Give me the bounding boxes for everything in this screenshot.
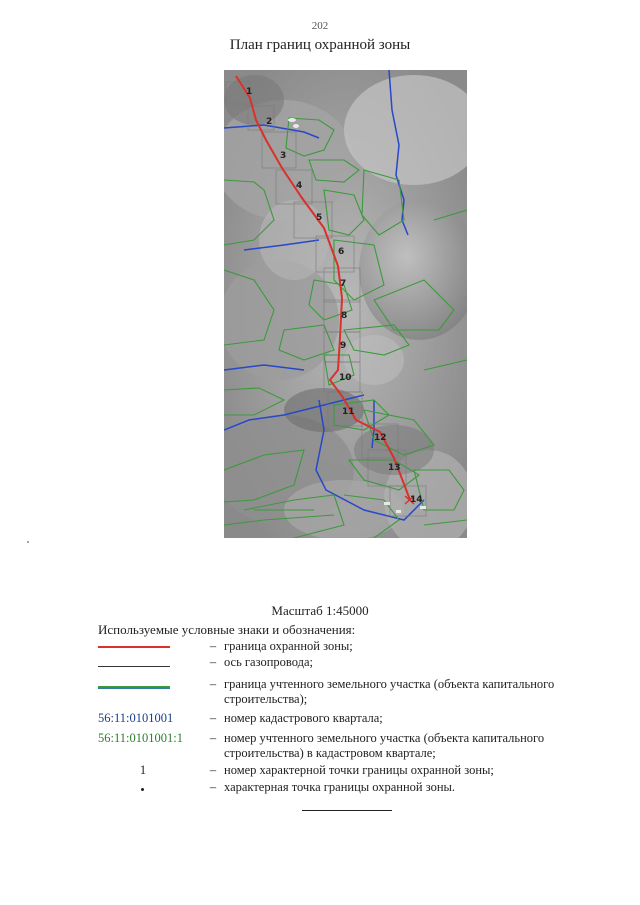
point-label: 10 bbox=[339, 373, 352, 383]
legend-dash: – bbox=[209, 639, 217, 653]
dot-symbol bbox=[141, 788, 144, 791]
legend-dash: – bbox=[209, 655, 217, 669]
legend-heading: Используемые условные знаки и обозначения: bbox=[98, 622, 356, 637]
legend-symbol bbox=[98, 655, 208, 670]
legend-symbol bbox=[98, 780, 208, 795]
page-title: План границ охранной зоны bbox=[229, 37, 411, 53]
legend-dash: – bbox=[209, 711, 217, 725]
legend-dash: – bbox=[209, 677, 217, 691]
point-label: 1 bbox=[246, 87, 253, 97]
legend bbox=[98, 639, 578, 797]
page-number: 202 bbox=[311, 20, 329, 32]
point-label: 12 bbox=[374, 433, 387, 443]
legend-row-point-marker bbox=[98, 780, 578, 797]
legend-row-point-number bbox=[98, 763, 578, 780]
legend-symbol bbox=[98, 677, 208, 692]
scan-speck bbox=[27, 541, 29, 543]
point-label: 6 bbox=[338, 247, 345, 257]
black-line-symbol bbox=[98, 666, 170, 667]
legend-symbol bbox=[98, 711, 208, 726]
map-svg bbox=[224, 70, 467, 538]
quarter-code-sample: 56:11:0101001 bbox=[98, 711, 174, 725]
legend-desc: граница охранной зоны; bbox=[224, 639, 353, 653]
legend-desc: номер кадастрового квартала; bbox=[224, 711, 383, 725]
point-label: 4 bbox=[296, 181, 303, 191]
legend-desc: номер характерной точки границы охранной зоны; bbox=[224, 763, 494, 777]
legend-symbol bbox=[98, 763, 208, 778]
legend-row-zone-boundary bbox=[98, 639, 578, 655]
legend-dash: – bbox=[209, 780, 217, 794]
legend-row-parcel-boundary bbox=[98, 677, 578, 711]
legend-symbol bbox=[98, 731, 208, 746]
point-label: 14 bbox=[410, 495, 423, 505]
legend-desc: ось газопровода; bbox=[224, 655, 314, 669]
legend-symbol bbox=[98, 639, 208, 654]
legend-dash: – bbox=[209, 731, 217, 745]
green-line-symbol bbox=[98, 686, 170, 689]
point-label: 11 bbox=[342, 407, 355, 417]
parcel-code-sample: 56:11:0101001:1 bbox=[98, 731, 183, 745]
legend-row-pipeline-axis bbox=[98, 655, 578, 677]
point-number-sample: 1 bbox=[139, 763, 147, 777]
legend-dash: – bbox=[209, 763, 217, 777]
point-label: 13 bbox=[388, 463, 401, 473]
point-label: 2 bbox=[266, 117, 273, 127]
point-label: 7 bbox=[340, 279, 347, 289]
point-label: 3 bbox=[280, 151, 287, 161]
legend-desc: граница учтенного земельного участка (объекта капитального строительства); bbox=[224, 677, 555, 706]
legend-desc: номер учтенного земельного участка (объекта капитального строительства) в кадастровом квартале; bbox=[224, 731, 545, 760]
legend-row-quarter-number bbox=[98, 711, 578, 731]
scale-label: Масштаб 1:45000 bbox=[271, 603, 369, 618]
point-label: 8 bbox=[341, 311, 348, 321]
point-label: 9 bbox=[340, 341, 347, 351]
legend-row-parcel-number bbox=[98, 731, 578, 763]
point-label: 5 bbox=[316, 213, 323, 223]
boundary-plan-map bbox=[224, 70, 467, 538]
red-line-symbol bbox=[98, 646, 170, 648]
footer-rule bbox=[302, 810, 392, 811]
legend-desc: характерная точка границы охранной зоны. bbox=[224, 780, 456, 794]
